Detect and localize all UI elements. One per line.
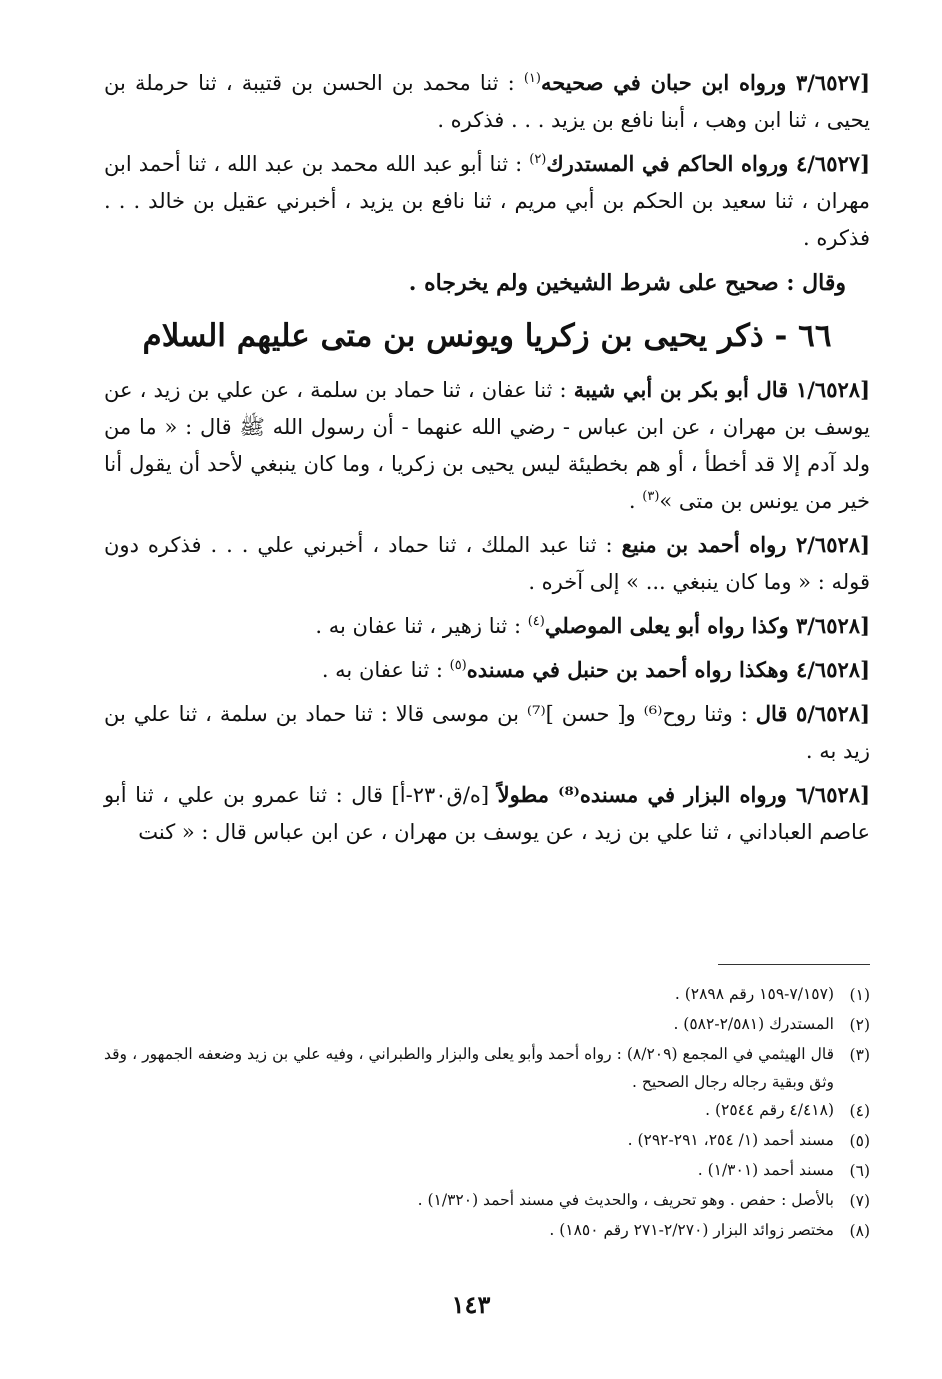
hadith-paragraph-6528-6 xyxy=(104,776,870,851)
authentication-note: وقال : صحيح على شرط الشيخين ولم يخرجاه . xyxy=(408,270,846,296)
hadith-body: قال : ثنا عمرو بن علي ، ثنا أبو عاصم العباداني ، ثنا علي بن زيد ، عن يوسف بن مهران ، عن ابن عباس قال : « كنت xyxy=(104,783,870,844)
source-heading: ورواه ابن حبان في صحيحه xyxy=(540,70,796,95)
page-number: ١٤٣ xyxy=(451,1290,491,1319)
footnote-text: مختصر زوائد البزار (٢/٢٧٠-٢٧١ رقم ١٨٥٠) . xyxy=(549,1221,834,1239)
footnote-text: المستدرك (٢/٥٨١-٥٨٢) . xyxy=(673,1015,834,1033)
hadith-paragraph-6528-1 xyxy=(104,371,870,520)
hadith-number: [٣/٦٥٢٨ xyxy=(795,613,870,638)
footnote-ref: (١) xyxy=(523,71,541,86)
main-text xyxy=(104,64,870,857)
source-heading: رواه أحمد بن منيع xyxy=(621,532,796,557)
footnote-text: (٧/١٥٧-١٥٩ رقم ٢٨٩٨) . xyxy=(674,985,834,1003)
footnote-2 xyxy=(104,1010,870,1040)
footnote-text: مسند أحمد (١/ ٢٥٤، ٢٩١-٢٩٢) . xyxy=(627,1131,834,1149)
hadith-paragraph-6528-4 xyxy=(104,651,870,689)
footnote-6 xyxy=(104,1156,870,1186)
hadith-body: : وثنا روح⁽⁶⁾ و[ حسن ]⁽⁷⁾ بن موسى قالا : ثنا حماد بن سلمة ، ثنا علي بن زيد به . xyxy=(104,702,870,763)
source-heading: وكذا رواه أبو يعلى الموصلي xyxy=(544,613,796,638)
footnote-number: (٣) xyxy=(849,1046,870,1064)
source-heading: قال أبو بكر بن أبي شيبة xyxy=(573,377,796,402)
footnote-ref: (٥) xyxy=(449,658,467,673)
hadith-body: : ثنا محمد بن الحسن بن قتيبة ، ثنا حرملة بن يحيى ، ثنا ابن وهب ، أبنا نافع بن يزيد . . . فذكره . xyxy=(104,71,870,132)
footnote-7 xyxy=(104,1186,870,1216)
hadith-number: [٣/٦٥٢٧ xyxy=(795,70,870,95)
footnote-4 xyxy=(104,1096,870,1126)
footnote-number: (١) xyxy=(849,986,870,1004)
footnote-number: (٤) xyxy=(849,1102,870,1120)
hadith-paragraph-6527-3 xyxy=(104,64,870,139)
footnote-text: مسند أحمد (١/٣٠١) . xyxy=(697,1161,834,1179)
footnote-5 xyxy=(104,1126,870,1156)
footnote-8 xyxy=(104,1216,870,1246)
hadith-body: : ثنا عفان به . xyxy=(321,658,450,682)
source-heading: قال xyxy=(755,701,796,726)
manuscript-folio-ref: [ه/ق٢٣٠-أ] xyxy=(382,783,498,807)
source-heading: وهكذا رواه أحمد بن حنبل في مسنده xyxy=(466,657,796,682)
footnote-number: (٢) xyxy=(849,1016,870,1034)
hadith-body: : ثنا عفان ، ثنا حماد بن سلمة ، عن علي بن زيد ، عن يوسف بن مهران ، عن ابن عباس - رضي الله عنهما - أن رسول الله ﷺ قال : « ما من ولد آدم إلا قد أخطأ ، أو هم بخطيئة ليس يحيى بن زكريا ، وما كان ينبغي لأحد أن يقول أنا خير من يونس بن متى » xyxy=(104,378,870,513)
footnote-number: (٥) xyxy=(849,1132,870,1150)
footnote-number: (٦) xyxy=(849,1162,870,1180)
hadith-number: [٢/٦٥٢٨ xyxy=(795,532,870,557)
footnote-number: (٧) xyxy=(849,1192,870,1210)
footnote-separator xyxy=(718,964,870,965)
hadith-number: [٥/٦٥٢٨ xyxy=(795,701,870,726)
chapter-title: ٦٦ - ذكر يحيى بن زكريا ويونس بن متى عليهم السلام xyxy=(142,318,832,354)
footnotes xyxy=(104,980,870,1246)
footnote-text: (٤/٤١٨ رقم ٢٥٤٤) . xyxy=(705,1101,834,1119)
footnote-3 xyxy=(104,1040,870,1096)
hadith-number: [٦/٦٥٢٨ xyxy=(795,782,870,807)
hadith-body: : ثنا زهير ، ثنا عفان به . xyxy=(315,614,528,638)
hadith-number: [٤/٦٥٢٧ xyxy=(795,151,870,176)
footnote-ref: (٢) xyxy=(529,152,547,167)
footnote-ref: (٣) xyxy=(642,489,660,504)
footnote-1 xyxy=(104,980,870,1010)
hadith-number: [١/٦٥٢٨ xyxy=(795,377,870,402)
hadith-paragraph-6528-5 xyxy=(104,695,870,770)
hadith-body: : ثنا عبد الملك ، ثنا حماد ، أخبرني علي . . . فذكره دون قوله : « وما كان ينبغي ... » إلى آخره . xyxy=(104,533,870,594)
hadith-number: [٤/٦٥٢٨ xyxy=(795,657,870,682)
hadith-body-end: . xyxy=(628,489,643,513)
footnote-number: (٨) xyxy=(849,1222,870,1240)
footnote-ref: (٤) xyxy=(527,614,545,629)
source-heading: ورواه الحاكم في المستدرك xyxy=(546,151,796,176)
footnote-text: قال الهيثمي في المجمع (٨/٢٠٩) : رواه أحمد وأبو يعلى والبزار والطبراني ، وفيه علي بن زيد وضعفه الجمهور ، وقد وثق وبقية رجاله رجال الصحيح . xyxy=(104,1045,834,1091)
hadith-paragraph-6528-2 xyxy=(104,526,870,601)
hadith-paragraph-6527-4 xyxy=(104,145,870,257)
footnote-text: بالأصل : حفص . وهو تحريف ، والحديث في مسند أحمد (١/٣٢٠) . xyxy=(417,1191,834,1209)
source-heading: ورواه البزار في مسنده⁽⁸⁾ مطولاً xyxy=(497,782,796,807)
hadith-paragraph-6528-3 xyxy=(104,607,870,645)
hadith-body: : ثنا أبو عبد الله محمد بن عبد الله ، ثنا أحمد ابن مهران ، ثنا سعيد بن الحكم بن أبي مريم ، ثنا نافع بن يزيد ، أخبرني عقيل بن خالد . . . فذكره . xyxy=(104,152,870,250)
